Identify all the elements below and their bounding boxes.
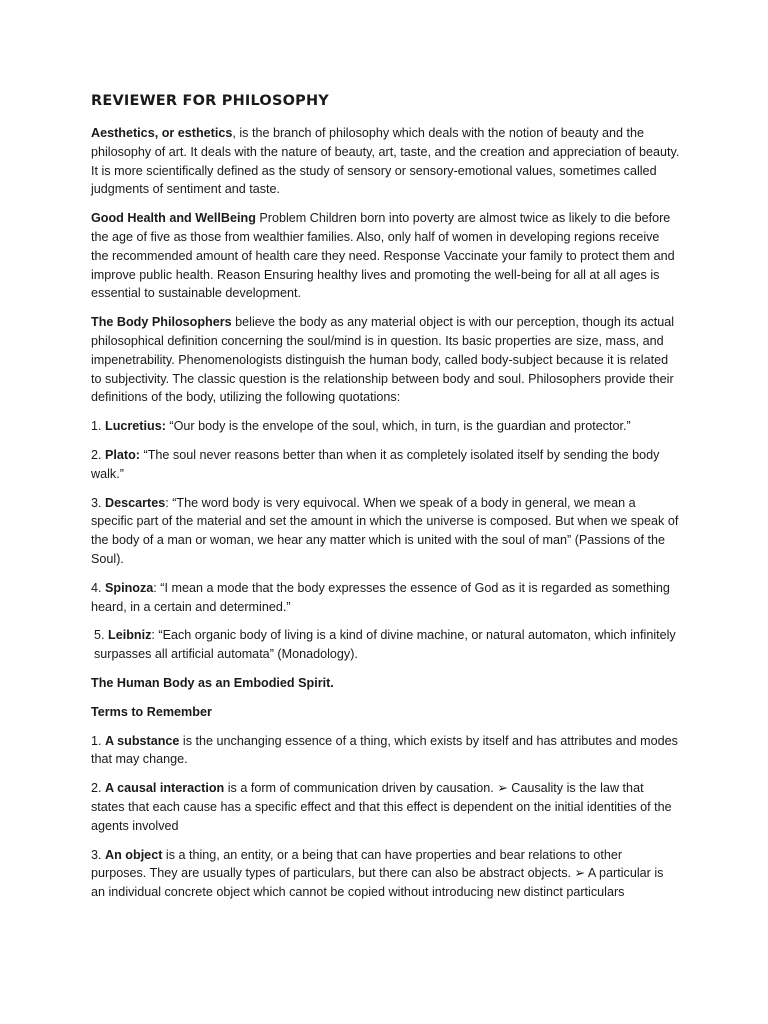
body-philosophers-text: believe the body as any material object is with our perception, though its actual philosophical definition concerning the soul/mind is in question. Its basic properties are size, mass, and impenetrability. Phenomenologists distinguish the human body, called body-subject because it is related to subjectivity. The classic question is the relationship between body and soul. Philosophers provide their definitions of the body, utilizing the following quotations: <box>91 315 675 405</box>
term-definition: is a thing, an entity, or a being that can have properties and bear relations to other purposes. They are usually types of particulars, but there can also be abstract objects. ➢ A particular is an individual concrete object which cannot be copied without introducing new distinct particulars <box>91 847 664 900</box>
quote-text: : “The word body is very equivocal. When we speak of a body in general, we mean a specific part of the material and set the amount in which the universe is composed. But when we speak of the body of a man or woman, we hear any matter which is united with the soul of man” (Passions of the Soul). <box>91 495 679 566</box>
quote-philosopher: Descartes <box>105 495 166 510</box>
term-item <box>91 846 680 902</box>
aesthetics-term: Aesthetics, or esthetics <box>91 126 233 140</box>
quote-philosopher: Lucretius: <box>105 419 166 434</box>
quote-text: “The soul never reasons better than when it as completely isolated itself by sending the body walk.” <box>91 447 660 481</box>
aesthetics-paragraph <box>91 124 680 199</box>
body-philosophers-term: The Body Philosophers <box>91 315 232 330</box>
embodied-spirit-heading-text: The Human Body as an Embodied Spirit. <box>91 675 334 690</box>
term-definition: is a form of communication driven by causation. ➢ Causality is the law that states that each cause has a specific effect and that this effect is dependent on the initial identities of the agents involved <box>91 781 672 833</box>
document-title: REVIEWER FOR PHILOSOPHY <box>91 93 329 109</box>
quote-text: : “Each organic body of living is a kind of divine machine, or natural automaton, which infinitely surpasses all artificial automata” (Monadology). <box>94 628 676 662</box>
quote-item <box>91 417 680 436</box>
term-name: An object <box>105 847 163 862</box>
health-term: Good Health and WellBeing <box>91 211 256 226</box>
quote-item <box>91 579 680 617</box>
aesthetics-text: , is the branch of philosophy which deals with the notion of beauty and the philosophy of art. It deals with the nature of beauty, art, taste, and the creation and appreciation of beauty. It is more scientifically defined as the study of sensory or sensory-emotional values, sometimes called judgments of sentiment and taste. <box>91 126 680 197</box>
health-paragraph <box>91 209 680 303</box>
terms-heading <box>91 703 680 722</box>
term-name: A substance <box>105 733 180 748</box>
quote-philosopher: Plato: <box>105 447 140 462</box>
quote-item <box>91 626 680 664</box>
term-number: 3. <box>91 847 106 862</box>
embodied-spirit-heading <box>91 674 680 693</box>
quote-philosopher: Leibniz <box>108 628 152 643</box>
quote-number: 4. <box>91 580 106 595</box>
term-item <box>91 732 680 770</box>
quote-number: 3. <box>91 495 106 510</box>
term-number: 1. <box>91 733 106 748</box>
quote-item <box>91 446 680 484</box>
quote-text: : “I mean a mode that the body expresses the essence of God as it is regarded as something heard, in a certain and determined.” <box>91 580 670 614</box>
quote-number: 5. <box>94 628 109 643</box>
quote-text: “Our body is the envelope of the soul, which, in turn, is the guardian and protector.” <box>165 419 631 434</box>
quote-number: 2. <box>91 447 106 462</box>
term-name: A causal interaction <box>105 781 225 796</box>
quote-philosopher: Spinoza <box>105 580 154 595</box>
term-number: 2. <box>91 781 106 796</box>
body-philosophers-paragraph <box>91 313 680 407</box>
terms-heading-text: Terms to Remember <box>91 704 212 719</box>
quote-number: 1. <box>91 419 106 434</box>
term-item <box>91 779 680 835</box>
health-text: Problem Children born into poverty are almost twice as likely to die before the age of five as those from wealthier families. Also, only half of women in developing regions receive the recommended amount of health care they need. Response Vaccinate your family to protect them and improve public health. Reason Ensuring healthy lives and promoting the well-being for all at all ages is essential to sustainable development. <box>91 211 675 301</box>
term-definition: is the unchanging essence of a thing, which exists by itself and has attributes and modes that may change. <box>91 733 678 767</box>
quote-item <box>91 494 680 569</box>
